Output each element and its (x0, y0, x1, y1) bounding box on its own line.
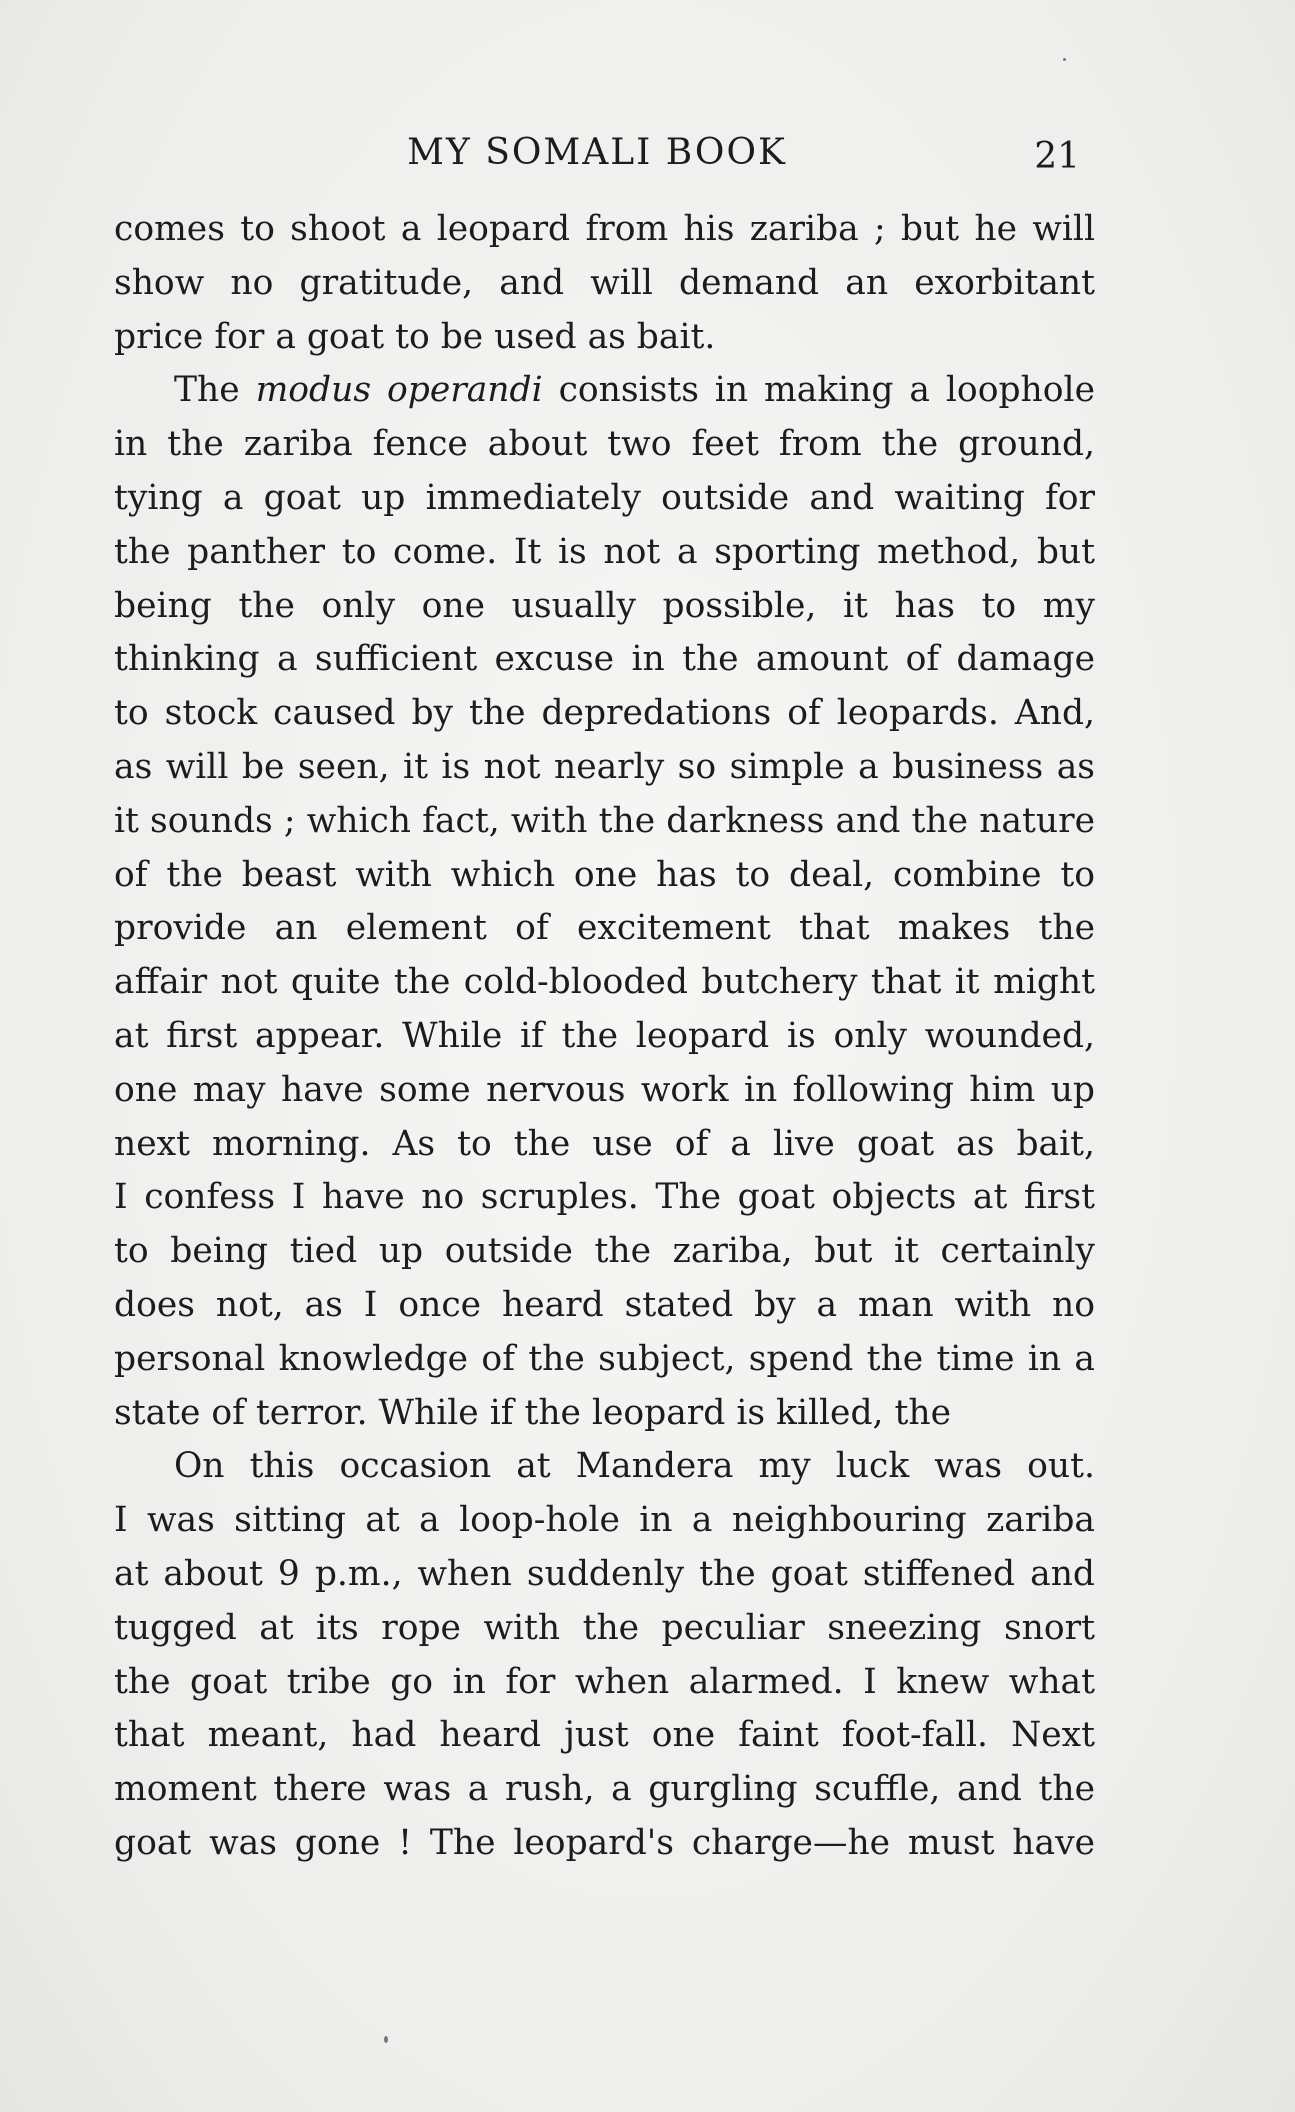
page-number: 21 (1034, 136, 1080, 177)
text-line: one may have some nervous work in following him up (114, 1069, 1095, 1110)
text-line: tying a goat up immediately outside and waiting for (114, 477, 1095, 518)
text-line: at first appear. While if the leopard is only wounded, (114, 1015, 1095, 1056)
text-line: I confess I have no scruples. The goat objects at first (114, 1177, 1095, 1218)
text-line: provide an element of excitement that makes the (114, 908, 1095, 949)
text-line: comes to shoot a leopard from his zariba ; but he will (114, 209, 1095, 249)
text-span: consists in making a loophole (542, 370, 1095, 411)
text-line: the goat tribe go in for when alarmed. I knew what (114, 1661, 1095, 1702)
text-line: I was sitting at a loop-hole in a neighbouring zariba (114, 1500, 1095, 1541)
text-line: in the zariba fence about two feet from the ground, (114, 424, 1095, 465)
text-line: it sounds ; which fact, with the darkness and the nature (114, 800, 1095, 841)
text-line: tugged at its rope with the peculiar sneezing snort (114, 1607, 1095, 1648)
text-line: price for a goat to be used as bait. (114, 316, 716, 357)
body-text (114, 203, 1095, 1871)
text-line: at about 9 p.m., when suddenly the goat stiffened and (114, 1553, 1095, 1594)
text-line: that meant, had heard just one faint foot-fall. Next (114, 1715, 1095, 1756)
text-line: goat was gone ! The leopard's charge—he must have (114, 1822, 1095, 1863)
text-line: show no gratitude, and will demand an exorbitant (114, 262, 1095, 303)
text-line: affair not quite the cold-blooded butchery that it might (114, 962, 1095, 1003)
text-line: to being tied up outside the zariba, but it certainly (114, 1231, 1095, 1272)
text-line: On this occasion at Mandera my luck was out. (174, 1446, 1095, 1487)
page-header (112, 128, 1082, 178)
text-line: thinking a sufficient excuse in the amount of damage (114, 639, 1095, 680)
text-line: personal knowledge of the subject, spend the time in a (114, 1338, 1095, 1379)
text-line (114, 364, 1095, 418)
paper-speck (384, 2036, 388, 2043)
text-line: does not, as I once heard stated by a man with no (114, 1284, 1095, 1325)
text-line: moment there was a rush, a gurgling scuffle, and the (114, 1769, 1095, 1810)
paper-speck (1063, 58, 1066, 61)
text-line: the panther to come. It is not a sporting method, but (114, 531, 1095, 572)
italic-phrase: modus operandi (255, 370, 543, 411)
text-span: The (174, 370, 256, 411)
running-title: MY SOMALI BOOK (407, 132, 787, 173)
text-line: next morning. As to the use of a live goat as bait, (114, 1123, 1095, 1164)
text-line: state of terror. While if the leopard is killed, the (114, 1392, 951, 1433)
text-line: being the only one usually possible, it has to my (114, 585, 1095, 626)
text-line: to stock caused by the depredations of leopards. And, (114, 693, 1095, 734)
text-line: of the beast with which one has to deal, combine to (114, 854, 1095, 895)
text-line: as will be seen, it is not nearly so simple a business as (114, 746, 1095, 787)
